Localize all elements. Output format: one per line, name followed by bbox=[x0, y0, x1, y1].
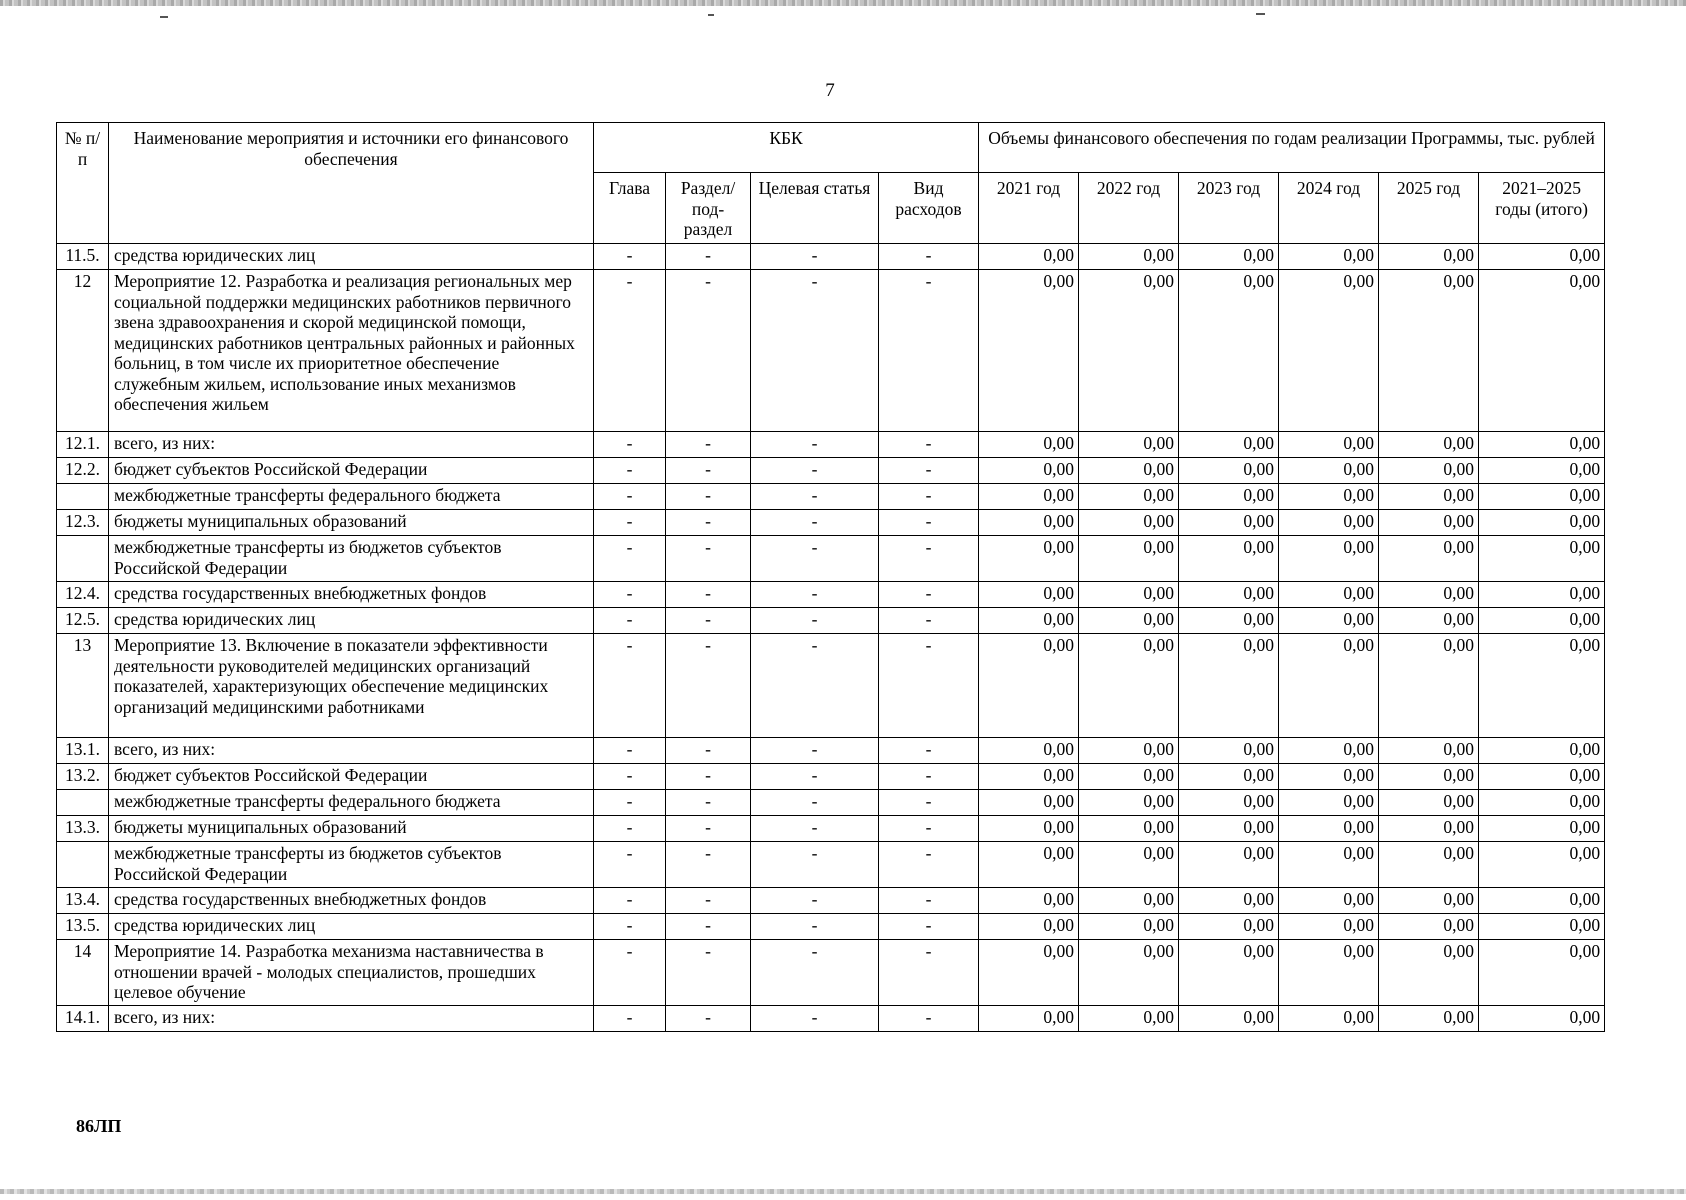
value-2025: 0,00 bbox=[1379, 484, 1479, 510]
kbk-section-cell: - bbox=[666, 484, 751, 510]
table-row bbox=[57, 790, 1605, 816]
table-row bbox=[57, 842, 1605, 888]
kbk-target-cell: - bbox=[751, 582, 879, 608]
header-year-2022: 2022 год bbox=[1079, 173, 1179, 244]
kbk-target-cell: - bbox=[751, 432, 879, 458]
kbk-chapter-cell: - bbox=[594, 536, 666, 582]
value-2023: 0,00 bbox=[1179, 608, 1279, 634]
kbk-target-cell: - bbox=[751, 634, 879, 738]
kbk-expense-type-cell: - bbox=[879, 816, 979, 842]
kbk-chapter-cell: - bbox=[594, 608, 666, 634]
kbk-expense-type-cell: - bbox=[879, 634, 979, 738]
value-total: 0,00 bbox=[1479, 244, 1605, 270]
kbk-expense-type-cell: - bbox=[879, 458, 979, 484]
value-2023: 0,00 bbox=[1179, 888, 1279, 914]
value-2025: 0,00 bbox=[1379, 888, 1479, 914]
row-name: средства юридических лиц bbox=[109, 608, 594, 634]
value-2021: 0,00 bbox=[979, 484, 1079, 510]
kbk-section-cell: - bbox=[666, 270, 751, 432]
header-kbk-chapter: Глава bbox=[594, 173, 666, 244]
row-name: Мероприятие 14. Разработка механизма наставничества в отношении врачей - молодых специалистов, прошедших целевое обучение bbox=[109, 940, 594, 1006]
value-total: 0,00 bbox=[1479, 1006, 1605, 1032]
value-2025: 0,00 bbox=[1379, 244, 1479, 270]
kbk-expense-type-cell: - bbox=[879, 608, 979, 634]
value-2024: 0,00 bbox=[1279, 536, 1379, 582]
value-total: 0,00 bbox=[1479, 536, 1605, 582]
value-2024: 0,00 bbox=[1279, 914, 1379, 940]
value-2024: 0,00 bbox=[1279, 842, 1379, 888]
kbk-target-cell: - bbox=[751, 484, 879, 510]
table-row bbox=[57, 1006, 1605, 1032]
row-number: 14 bbox=[57, 940, 109, 1006]
kbk-section-cell: - bbox=[666, 432, 751, 458]
value-2024: 0,00 bbox=[1279, 270, 1379, 432]
kbk-expense-type-cell: - bbox=[879, 582, 979, 608]
value-2023: 0,00 bbox=[1179, 432, 1279, 458]
value-2022: 0,00 bbox=[1079, 816, 1179, 842]
value-2025: 0,00 bbox=[1379, 842, 1479, 888]
value-2023: 0,00 bbox=[1179, 582, 1279, 608]
value-total: 0,00 bbox=[1479, 484, 1605, 510]
kbk-section-cell: - bbox=[666, 842, 751, 888]
table-row bbox=[57, 634, 1605, 738]
value-2022: 0,00 bbox=[1079, 536, 1179, 582]
kbk-chapter-cell: - bbox=[594, 1006, 666, 1032]
kbk-target-cell: - bbox=[751, 914, 879, 940]
row-name: средства юридических лиц bbox=[109, 914, 594, 940]
kbk-section-cell: - bbox=[666, 940, 751, 1006]
kbk-expense-type-cell: - bbox=[879, 842, 979, 888]
row-name: всего, из них: bbox=[109, 738, 594, 764]
row-number: 13.1. bbox=[57, 738, 109, 764]
document-code: 86ЛП bbox=[76, 1116, 122, 1136]
value-2025: 0,00 bbox=[1379, 634, 1479, 738]
value-2023: 0,00 bbox=[1179, 764, 1279, 790]
value-2022: 0,00 bbox=[1079, 582, 1179, 608]
kbk-chapter-cell: - bbox=[594, 244, 666, 270]
kbk-section-cell: - bbox=[666, 914, 751, 940]
row-number: 12.3. bbox=[57, 510, 109, 536]
scan-edge-bottom bbox=[0, 1189, 1686, 1194]
kbk-expense-type-cell: - bbox=[879, 510, 979, 536]
value-2022: 0,00 bbox=[1079, 634, 1179, 738]
header-year-2023: 2023 год bbox=[1179, 173, 1279, 244]
kbk-target-cell: - bbox=[751, 536, 879, 582]
row-name: бюджет субъектов Российской Федерации bbox=[109, 458, 594, 484]
kbk-chapter-cell: - bbox=[594, 764, 666, 790]
row-number: 13.5. bbox=[57, 914, 109, 940]
value-2024: 0,00 bbox=[1279, 244, 1379, 270]
value-2025: 0,00 bbox=[1379, 738, 1479, 764]
value-total: 0,00 bbox=[1479, 582, 1605, 608]
row-number: 13.4. bbox=[57, 888, 109, 914]
value-2023: 0,00 bbox=[1179, 536, 1279, 582]
header-volumes: Объемы финансового обеспечения по годам реализации Программы, тыс. рублей bbox=[979, 123, 1605, 173]
value-2023: 0,00 bbox=[1179, 634, 1279, 738]
value-2023: 0,00 bbox=[1179, 842, 1279, 888]
kbk-expense-type-cell: - bbox=[879, 536, 979, 582]
value-2024: 0,00 bbox=[1279, 940, 1379, 1006]
value-total: 0,00 bbox=[1479, 764, 1605, 790]
value-2021: 0,00 bbox=[979, 458, 1079, 484]
row-name: межбюджетные трансферты федерального бюджета bbox=[109, 790, 594, 816]
value-2021: 0,00 bbox=[979, 888, 1079, 914]
row-number bbox=[57, 842, 109, 888]
kbk-section-cell: - bbox=[666, 458, 751, 484]
scan-edge-top bbox=[0, 0, 1686, 6]
value-2022: 0,00 bbox=[1079, 914, 1179, 940]
kbk-chapter-cell: - bbox=[594, 940, 666, 1006]
header-year-2025: 2025 год bbox=[1379, 173, 1479, 244]
header-kbk: КБК bbox=[594, 123, 979, 173]
value-2022: 0,00 bbox=[1079, 888, 1179, 914]
kbk-chapter-cell: - bbox=[594, 914, 666, 940]
row-name: бюджеты муниципальных образований bbox=[109, 510, 594, 536]
row-name: межбюджетные трансферты федерального бюджета bbox=[109, 484, 594, 510]
value-2024: 0,00 bbox=[1279, 484, 1379, 510]
row-name: всего, из них: bbox=[109, 432, 594, 458]
row-number: 11.5. bbox=[57, 244, 109, 270]
value-2025: 0,00 bbox=[1379, 458, 1479, 484]
kbk-target-cell: - bbox=[751, 816, 879, 842]
kbk-expense-type-cell: - bbox=[879, 270, 979, 432]
kbk-expense-type-cell: - bbox=[879, 432, 979, 458]
table-row bbox=[57, 270, 1605, 432]
kbk-section-cell: - bbox=[666, 790, 751, 816]
value-2025: 0,00 bbox=[1379, 536, 1479, 582]
kbk-target-cell: - bbox=[751, 1006, 879, 1032]
row-name: межбюджетные трансферты из бюджетов субъектов Российской Федерации bbox=[109, 536, 594, 582]
row-number bbox=[57, 484, 109, 510]
value-2025: 0,00 bbox=[1379, 790, 1479, 816]
scan-speck bbox=[160, 16, 168, 18]
value-2022: 0,00 bbox=[1079, 1006, 1179, 1032]
row-number bbox=[57, 790, 109, 816]
table-row bbox=[57, 458, 1605, 484]
value-2023: 0,00 bbox=[1179, 484, 1279, 510]
value-total: 0,00 bbox=[1479, 608, 1605, 634]
kbk-section-cell: - bbox=[666, 608, 751, 634]
value-2023: 0,00 bbox=[1179, 790, 1279, 816]
kbk-chapter-cell: - bbox=[594, 270, 666, 432]
value-2024: 0,00 bbox=[1279, 634, 1379, 738]
value-2024: 0,00 bbox=[1279, 790, 1379, 816]
value-2021: 0,00 bbox=[979, 914, 1079, 940]
kbk-chapter-cell: - bbox=[594, 790, 666, 816]
value-total: 0,00 bbox=[1479, 790, 1605, 816]
kbk-target-cell: - bbox=[751, 790, 879, 816]
value-2021: 0,00 bbox=[979, 790, 1079, 816]
value-2024: 0,00 bbox=[1279, 432, 1379, 458]
kbk-chapter-cell: - bbox=[594, 816, 666, 842]
row-number: 12.4. bbox=[57, 582, 109, 608]
value-2022: 0,00 bbox=[1079, 842, 1179, 888]
value-total: 0,00 bbox=[1479, 634, 1605, 738]
kbk-section-cell: - bbox=[666, 1006, 751, 1032]
kbk-chapter-cell: - bbox=[594, 582, 666, 608]
value-2022: 0,00 bbox=[1079, 510, 1179, 536]
kbk-target-cell: - bbox=[751, 510, 879, 536]
header-name: Наименование мероприятия и источники его финансового обеспечения bbox=[109, 123, 594, 244]
value-2024: 0,00 bbox=[1279, 764, 1379, 790]
value-2024: 0,00 bbox=[1279, 1006, 1379, 1032]
value-total: 0,00 bbox=[1479, 510, 1605, 536]
kbk-target-cell: - bbox=[751, 940, 879, 1006]
row-name: средства юридических лиц bbox=[109, 244, 594, 270]
row-number: 14.1. bbox=[57, 1006, 109, 1032]
value-2025: 0,00 bbox=[1379, 1006, 1479, 1032]
value-2024: 0,00 bbox=[1279, 888, 1379, 914]
header-kbk-expense-type: Вид расходов bbox=[879, 173, 979, 244]
row-number: 12.1. bbox=[57, 432, 109, 458]
scan-speck bbox=[1256, 13, 1265, 15]
row-name: бюджет субъектов Российской Федерации bbox=[109, 764, 594, 790]
kbk-chapter-cell: - bbox=[594, 888, 666, 914]
value-2022: 0,00 bbox=[1079, 432, 1179, 458]
table-row bbox=[57, 738, 1605, 764]
value-2023: 0,00 bbox=[1179, 510, 1279, 536]
row-name: Мероприятие 13. Включение в показатели эффективности деятельности руководителей медицинских организаций показателей, характеризующих обеспечение медицинских организаций медицинскими работниками bbox=[109, 634, 594, 738]
table-row bbox=[57, 432, 1605, 458]
value-2024: 0,00 bbox=[1279, 510, 1379, 536]
value-2025: 0,00 bbox=[1379, 940, 1479, 1006]
value-2024: 0,00 bbox=[1279, 608, 1379, 634]
value-2025: 0,00 bbox=[1379, 608, 1479, 634]
value-2025: 0,00 bbox=[1379, 816, 1479, 842]
value-2024: 0,00 bbox=[1279, 738, 1379, 764]
value-2023: 0,00 bbox=[1179, 738, 1279, 764]
kbk-chapter-cell: - bbox=[594, 738, 666, 764]
row-number: 12 bbox=[57, 270, 109, 432]
value-2022: 0,00 bbox=[1079, 738, 1179, 764]
value-2023: 0,00 bbox=[1179, 244, 1279, 270]
row-name: средства государственных внебюджетных фондов bbox=[109, 582, 594, 608]
kbk-section-cell: - bbox=[666, 888, 751, 914]
kbk-expense-type-cell: - bbox=[879, 940, 979, 1006]
value-2025: 0,00 bbox=[1379, 270, 1479, 432]
value-total: 0,00 bbox=[1479, 458, 1605, 484]
kbk-section-cell: - bbox=[666, 738, 751, 764]
value-2022: 0,00 bbox=[1079, 790, 1179, 816]
value-2025: 0,00 bbox=[1379, 582, 1479, 608]
row-number: 13.2. bbox=[57, 764, 109, 790]
value-2023: 0,00 bbox=[1179, 1006, 1279, 1032]
value-2022: 0,00 bbox=[1079, 458, 1179, 484]
table-row bbox=[57, 510, 1605, 536]
value-2021: 0,00 bbox=[979, 1006, 1079, 1032]
value-2023: 0,00 bbox=[1179, 940, 1279, 1006]
table-row bbox=[57, 582, 1605, 608]
value-2022: 0,00 bbox=[1079, 608, 1179, 634]
value-2022: 0,00 bbox=[1079, 244, 1179, 270]
kbk-section-cell: - bbox=[666, 510, 751, 536]
value-2021: 0,00 bbox=[979, 634, 1079, 738]
value-2021: 0,00 bbox=[979, 738, 1079, 764]
kbk-section-cell: - bbox=[666, 634, 751, 738]
kbk-section-cell: - bbox=[666, 816, 751, 842]
value-2023: 0,00 bbox=[1179, 914, 1279, 940]
kbk-section-cell: - bbox=[666, 764, 751, 790]
header-year-2024: 2024 год bbox=[1279, 173, 1379, 244]
kbk-target-cell: - bbox=[751, 270, 879, 432]
value-2022: 0,00 bbox=[1079, 270, 1179, 432]
value-total: 0,00 bbox=[1479, 270, 1605, 432]
row-number: 12.2. bbox=[57, 458, 109, 484]
value-total: 0,00 bbox=[1479, 842, 1605, 888]
kbk-expense-type-cell: - bbox=[879, 914, 979, 940]
value-2023: 0,00 bbox=[1179, 816, 1279, 842]
value-2025: 0,00 bbox=[1379, 914, 1479, 940]
value-2024: 0,00 bbox=[1279, 582, 1379, 608]
value-2021: 0,00 bbox=[979, 244, 1079, 270]
kbk-chapter-cell: - bbox=[594, 510, 666, 536]
row-name: межбюджетные трансферты из бюджетов субъектов Российской Федерации bbox=[109, 842, 594, 888]
value-2021: 0,00 bbox=[979, 764, 1079, 790]
kbk-section-cell: - bbox=[666, 536, 751, 582]
row-number: 12.5. bbox=[57, 608, 109, 634]
header-num: № п/п bbox=[57, 123, 109, 244]
row-name: бюджеты муниципальных образований bbox=[109, 816, 594, 842]
kbk-expense-type-cell: - bbox=[879, 764, 979, 790]
value-total: 0,00 bbox=[1479, 914, 1605, 940]
kbk-expense-type-cell: - bbox=[879, 1006, 979, 1032]
value-2023: 0,00 bbox=[1179, 270, 1279, 432]
kbk-chapter-cell: - bbox=[594, 432, 666, 458]
row-name: средства государственных внебюджетных фондов bbox=[109, 888, 594, 914]
value-2025: 0,00 bbox=[1379, 432, 1479, 458]
financing-table bbox=[56, 122, 1605, 1032]
kbk-chapter-cell: - bbox=[594, 484, 666, 510]
kbk-chapter-cell: - bbox=[594, 458, 666, 484]
header-total: 2021–2025 годы (итого) bbox=[1479, 173, 1605, 244]
value-total: 0,00 bbox=[1479, 738, 1605, 764]
row-number: 13.3. bbox=[57, 816, 109, 842]
kbk-expense-type-cell: - bbox=[879, 484, 979, 510]
value-2021: 0,00 bbox=[979, 510, 1079, 536]
kbk-target-cell: - bbox=[751, 738, 879, 764]
value-2022: 0,00 bbox=[1079, 764, 1179, 790]
table-row bbox=[57, 888, 1605, 914]
kbk-expense-type-cell: - bbox=[879, 790, 979, 816]
kbk-expense-type-cell: - bbox=[879, 738, 979, 764]
row-name: всего, из них: bbox=[109, 1006, 594, 1032]
table-row bbox=[57, 764, 1605, 790]
value-2024: 0,00 bbox=[1279, 458, 1379, 484]
table-row bbox=[57, 816, 1605, 842]
table-row bbox=[57, 608, 1605, 634]
kbk-target-cell: - bbox=[751, 888, 879, 914]
table-body bbox=[57, 244, 1605, 1032]
kbk-section-cell: - bbox=[666, 244, 751, 270]
value-2021: 0,00 bbox=[979, 432, 1079, 458]
value-2022: 0,00 bbox=[1079, 484, 1179, 510]
kbk-section-cell: - bbox=[666, 582, 751, 608]
header-kbk-target: Целевая статья bbox=[751, 173, 879, 244]
kbk-chapter-cell: - bbox=[594, 634, 666, 738]
value-total: 0,00 bbox=[1479, 432, 1605, 458]
kbk-target-cell: - bbox=[751, 764, 879, 790]
kbk-chapter-cell: - bbox=[594, 842, 666, 888]
kbk-target-cell: - bbox=[751, 842, 879, 888]
kbk-target-cell: - bbox=[751, 458, 879, 484]
value-2024: 0,00 bbox=[1279, 816, 1379, 842]
table-row bbox=[57, 940, 1605, 1006]
row-name: Мероприятие 12. Разработка и реализация региональных мер социальной поддержки медицинских работников первичного звена здравоохранения и скорой медицинской помощи, медицинских работников центральных районных и районных больниц, в том числе их приоритетное обеспечение служебным жильем, использование иных механизмов обеспечения жильем bbox=[109, 270, 594, 432]
kbk-target-cell: - bbox=[751, 244, 879, 270]
value-2021: 0,00 bbox=[979, 842, 1079, 888]
value-2025: 0,00 bbox=[1379, 510, 1479, 536]
kbk-target-cell: - bbox=[751, 608, 879, 634]
header-kbk-section: Раздел/ под- раздел bbox=[666, 173, 751, 244]
value-2021: 0,00 bbox=[979, 816, 1079, 842]
row-number: 13 bbox=[57, 634, 109, 738]
value-2022: 0,00 bbox=[1079, 940, 1179, 1006]
table-row bbox=[57, 244, 1605, 270]
page-number: 7 bbox=[825, 80, 835, 101]
value-2021: 0,00 bbox=[979, 940, 1079, 1006]
value-total: 0,00 bbox=[1479, 816, 1605, 842]
row-number bbox=[57, 536, 109, 582]
table-row bbox=[57, 484, 1605, 510]
value-2021: 0,00 bbox=[979, 270, 1079, 432]
kbk-expense-type-cell: - bbox=[879, 888, 979, 914]
header-year-2021: 2021 год bbox=[979, 173, 1079, 244]
value-total: 0,00 bbox=[1479, 940, 1605, 1006]
value-2021: 0,00 bbox=[979, 582, 1079, 608]
value-2023: 0,00 bbox=[1179, 458, 1279, 484]
value-total: 0,00 bbox=[1479, 888, 1605, 914]
table-row bbox=[57, 914, 1605, 940]
value-2021: 0,00 bbox=[979, 536, 1079, 582]
kbk-expense-type-cell: - bbox=[879, 244, 979, 270]
value-2021: 0,00 bbox=[979, 608, 1079, 634]
value-2025: 0,00 bbox=[1379, 764, 1479, 790]
scan-speck bbox=[708, 14, 714, 16]
table-row bbox=[57, 536, 1605, 582]
